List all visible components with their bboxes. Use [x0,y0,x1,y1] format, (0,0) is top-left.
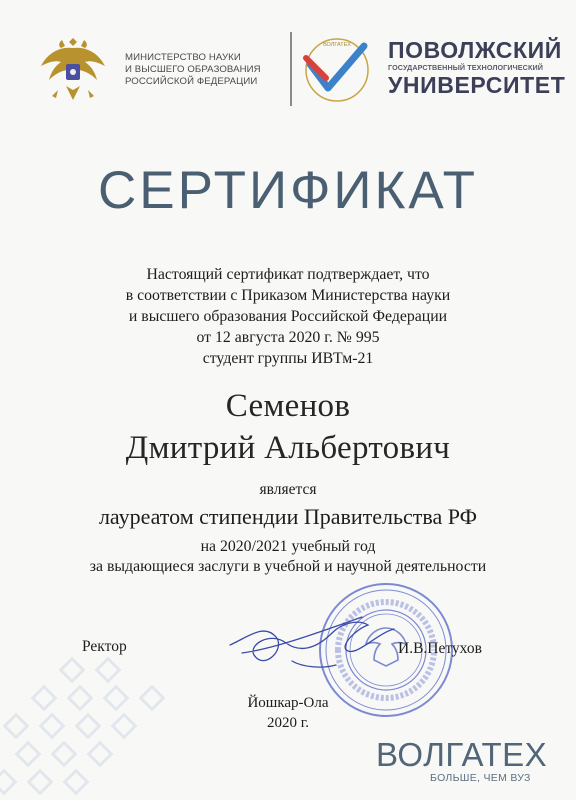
ministry-name [125,52,285,88]
ministry-line: РОССИЙСКОЙ ФЕДЕРАЦИИ [125,76,258,87]
ministry-line: МИНИСТЕРСТВО НАУКИ [125,52,241,63]
details-line: на 2020/2021 учебный год [200,538,376,555]
intro-text [0,264,576,369]
year: 2020 г. [267,715,309,731]
is-text: является [259,481,317,498]
intro-line: Настоящий сертификат подтверждает, что [146,266,430,283]
award-details [0,537,576,577]
award-text: лауреатом стипендии Правительства РФ [98,504,478,529]
details-line: за выдающиеся заслуги в учебной и научной деятельности [89,558,487,575]
rector-name: И.В.Петухов [398,640,482,657]
brand-footer [376,738,566,784]
coat-of-arms-emblem-icon [36,30,110,106]
rector-label: Ректор [82,638,127,655]
logo-arc-text: ВОЛГАТЕХ [323,42,351,48]
university-name [388,38,568,97]
place-and-date [0,693,576,733]
recipient-given-names: Дмитрий Альбертович [125,430,451,466]
brand-word: ВОЛГАТЕХ [376,736,548,773]
brand-slogan: БОЛЬШЕ, ЧЕМ ВУЗ [430,772,531,784]
certificate-title: СЕРТИФИКАТ [98,161,478,220]
intro-line: от 12 августа 2020 г. № 995 [196,329,380,346]
university-name-line1: ПОВОЛЖСКИЙ [388,37,562,63]
recipient-name [0,385,576,469]
ministry-line: И ВЫСШЕГО ОБРАЗОВАНИЯ [125,64,261,75]
university-name-line2: ГОСУДАРСТВЕННЫЙ ТЕХНОЛОГИЧЕСКИЙ [388,63,543,72]
intro-line: и высшего образования Российской Федерации [128,308,448,325]
city: Йошкар-Ола [247,695,329,711]
university-name-line3: УНИВЕРСИТЕТ [388,72,566,98]
header-divider [290,32,292,106]
intro-line: студент группы ИВТм-21 [202,350,374,367]
recipient-surname: Семенов [225,388,351,424]
volgatech-logo-icon [298,34,376,106]
intro-line: в соответствии с Приказом Министерства науки [125,287,451,304]
